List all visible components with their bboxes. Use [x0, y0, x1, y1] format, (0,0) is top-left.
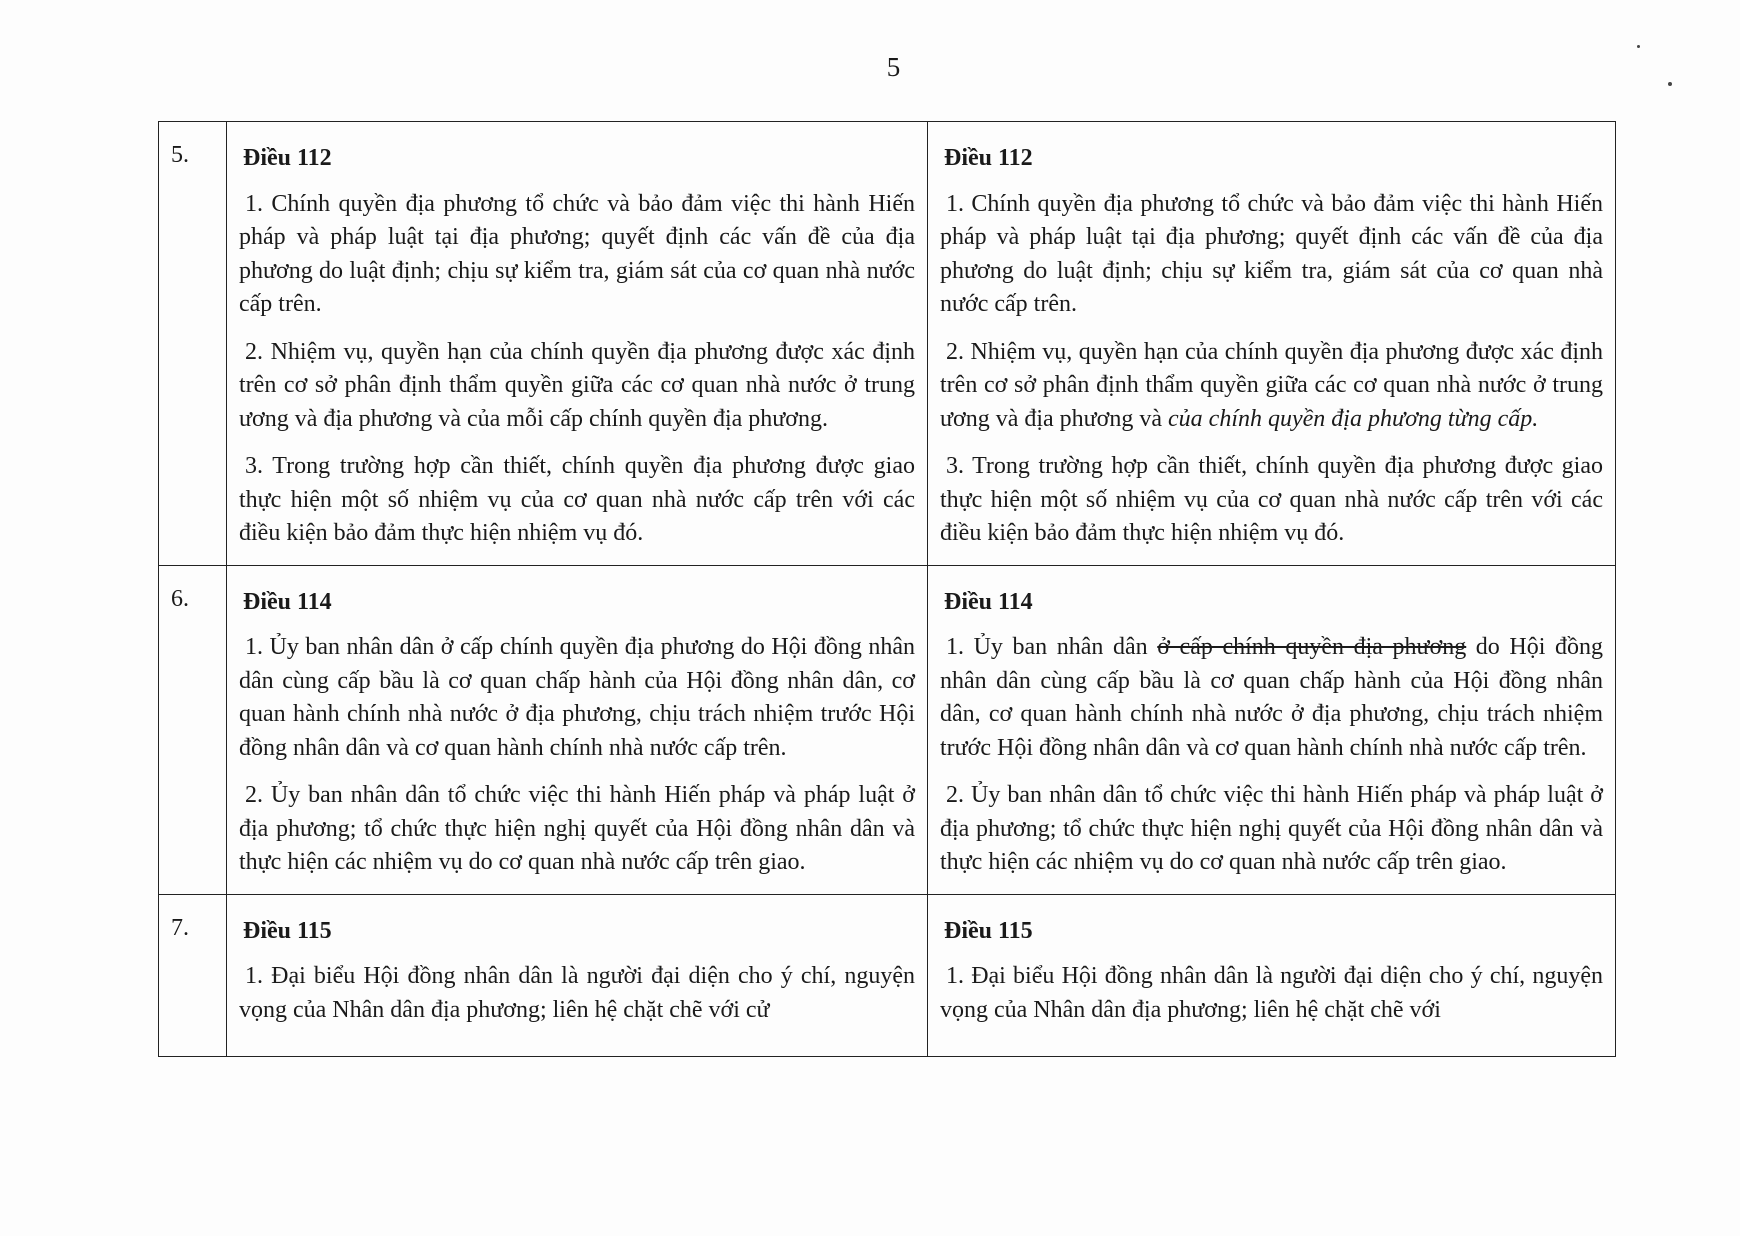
clause: 1. Chính quyền địa phương tổ chức và bảo đảm việc thi hành Hiến pháp và pháp luật tại địa phương; quyết định các vấn đề của địa phương do luật định; chịu sự kiểm tra, giám sát của cơ quan nhà nước cấp trên. — [239, 190, 915, 317]
comparison-table — [158, 121, 1616, 1057]
amended-text-cell — [928, 565, 1616, 894]
clause — [940, 336, 1603, 437]
row-number: 7. — [159, 894, 227, 1057]
current-text-cell — [227, 894, 928, 1057]
amended-text-cell — [928, 122, 1616, 566]
clause-text: 2. Nhiệm vụ, quyền hạn của chính quyền địa phương được xác định trên cơ sở phân định thẩm quyền giữa các cơ quan nhà nước ở trung ương và địa phương và — [940, 338, 1603, 432]
table-row — [159, 894, 1616, 1057]
clause: 1. Chính quyền địa phương tổ chức và bảo đảm việc thi hành Hiến pháp và pháp luật tại địa phương; quyết định các vấn đề của địa phương do luật định; chịu sự kiểm tra, giám sát của cơ quan nhà nước cấp trên. — [940, 190, 1603, 317]
clause: 2. Ủy ban nhân dân tổ chức việc thi hành Hiến pháp và pháp luật ở địa phương; tổ chức thực hiện nghị quyết của Hội đồng nhân dân và thực hiện các nhiệm vụ do cơ quan nhà nước cấp trên giao. — [239, 782, 915, 875]
clause-clip — [940, 960, 1603, 1056]
page-number: 5 — [886, 52, 901, 82]
article-title: Điều 112 — [944, 145, 1033, 171]
article-title: Điều 114 — [243, 588, 332, 615]
article-title: Điều 115 — [243, 917, 332, 944]
clause: 2. Nhiệm vụ, quyền hạn của chính quyền địa phương được xác định trên cơ sở phân định thẩm quyền giữa các cơ quan nhà nước ở trung ương và địa phương và của mỗi cấp chính quyền địa phương. — [239, 338, 915, 432]
clause — [940, 631, 1603, 765]
current-text-cell — [227, 122, 928, 566]
struck-through-text: ở cấp chính quyền địa phương — [1157, 634, 1467, 660]
clause: 3. Trong trường hợp cần thiết, chính quyền địa phương được giao thực hiện một số nhiệm vụ của cơ quan nhà nước cấp trên với các điều kiện bảo đảm thực hiện nhiệm vụ đó. — [940, 453, 1603, 546]
table-row — [159, 565, 1616, 894]
clause: 2. Ủy ban nhân dân tổ chức việc thi hành Hiến pháp và pháp luật ở địa phương; tổ chức thực hiện nghị quyết của Hội đồng nhân dân và thực hiện các nhiệm vụ do cơ quan nhà nước cấp trên giao. — [940, 782, 1603, 875]
clause: 1. Ủy ban nhân dân ở cấp chính quyền địa phương do Hội đồng nhân dân cùng cấp bầu là cơ quan chấp hành của Hội đồng nhân dân, cơ quan hành chính nhà nước ở địa phương, chịu trách nhiệm trước Hội đồng nhân dân và cơ quan hành chính nhà nước cấp trên. — [239, 634, 915, 761]
clause-text: 1. Ủy ban nhân dân — [946, 634, 1158, 660]
row-number: 5. — [159, 122, 227, 566]
clause: 1. Đại biểu Hội đồng nhân dân là người đại diện cho ý chí, nguyện vọng của Nhân dân địa phương; liên hệ chặt chẽ với cử — [239, 963, 915, 1023]
amended-italic-text: của chính quyền địa phương từng cấp. — [1168, 405, 1539, 432]
clause: 1. Đại biểu Hội đồng nhân dân là người đại diện cho ý chí, nguyện vọng của Nhân dân địa phương; liên hệ chặt chẽ với — [940, 963, 1603, 1023]
scan-speck — [1637, 45, 1640, 48]
article-title: Điều 114 — [944, 588, 1033, 615]
clause-text: do Hội đồng nhân dân cùng cấp bầu là cơ quan chấp hành của Hội đồng nhân dân, cơ quan hành chính nhà nước ở địa phương, chịu trách nhiệm trước Hội đồng nhân dân và cơ quan hành chính nhà nước cấp trên. — [940, 634, 1603, 761]
table-row — [159, 122, 1616, 566]
article-title: Điều 115 — [944, 917, 1033, 944]
current-text-cell — [227, 565, 928, 894]
row-number: 6. — [159, 565, 227, 894]
scan-speck — [1668, 82, 1672, 86]
clause-clip — [239, 960, 915, 1056]
clause: 3. Trong trường hợp cần thiết, chính quyền địa phương được giao thực hiện một số nhiệm vụ của cơ quan nhà nước cấp trên với các điều kiện bảo đảm thực hiện nhiệm vụ đó. — [239, 453, 915, 546]
amended-text-cell — [928, 894, 1616, 1057]
article-title: Điều 112 — [243, 145, 332, 171]
